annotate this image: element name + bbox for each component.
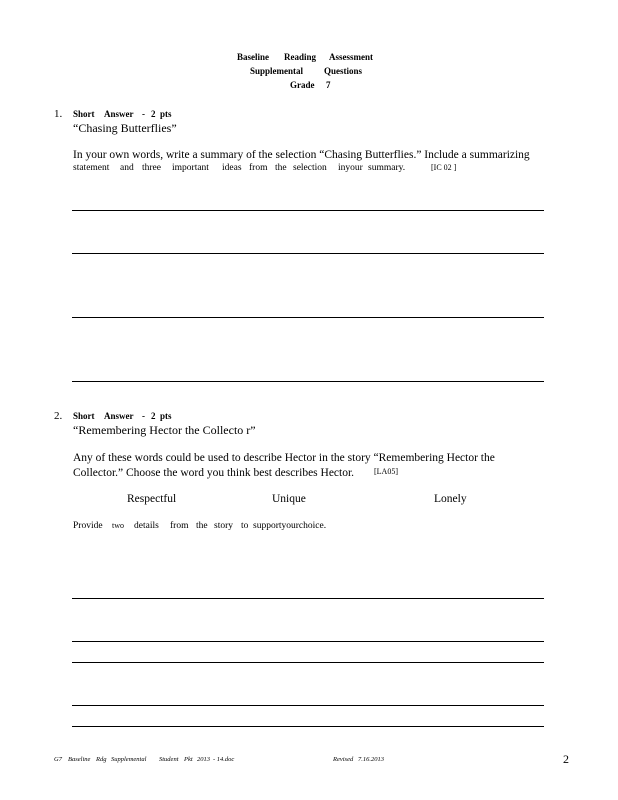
q2-type-answer: Answer [104,411,134,421]
q2-provide-word: story [214,521,233,531]
header-grade: Grade [290,80,315,90]
q2-answer-line[interactable] [72,726,544,727]
choice-lonely[interactable]: Lonely [434,493,467,505]
header-grade-number: 7 [326,80,331,90]
q1-prompt-word: inyour [338,163,363,173]
choice-respectful[interactable]: Respectful [127,493,177,505]
q1-answer-line[interactable] [72,381,544,382]
header-supplemental: Supplemental [250,66,304,76]
q1-prompt-word: from [249,163,268,173]
choice-unique[interactable]: Unique [272,493,306,505]
footer-file-word: - 14.doc [213,756,235,763]
q1-type-answer: Answer [104,109,134,119]
q2-provide-word: two [112,521,124,530]
q1-prompt-word: ideas [222,163,242,173]
q2-answer-line[interactable] [72,641,544,642]
q2-provide-word: supportyourchoice. [253,521,327,531]
footer-file-word: Rdg [96,756,107,763]
q1-type-dash: - [142,109,145,119]
footer-file-word: Baseline [68,756,91,763]
q2-type-dash: - [142,411,145,421]
q1-points: 2 [151,109,156,119]
q2-answer-line[interactable] [72,598,544,599]
q1-type-short: Short [73,109,95,119]
header-baseline: Baseline [237,52,270,62]
q2-pts: pts [160,411,172,421]
q1-prompt-word: three [142,163,161,173]
q1-answer-line[interactable] [72,253,544,254]
q1-pts: pts [160,109,172,119]
q1-prompt-line1: In your own words, write a summary of the selection “Chasing Butterflies.” Include a summarizing [73,149,530,161]
q1-prompt-word: and [120,163,134,173]
q1-prompt-word: selection [293,163,327,173]
q1-prompt-word: summary. [368,163,406,173]
q1-prompt-word: the [275,163,287,173]
q2-provide-word: from [170,521,189,531]
header-questions: Questions [324,66,363,76]
q1-number: 1. [54,108,63,120]
footer-file-word: 2013 [197,756,210,763]
q2-answer-line[interactable] [72,705,544,706]
q2-points: 2 [151,411,156,421]
q1-prompt-word: important [172,163,209,173]
header-reading: Reading [284,52,317,62]
q1-answer-line[interactable] [72,317,544,318]
q2-standard-code: [LA05] [374,467,398,476]
q2-prompt-line2: Collector.” Choose the word you think best describes Hector. [73,467,355,479]
footer-file-word: Supplemental [111,756,147,763]
q2-number: 2. [54,410,63,422]
q1-prompt-word: statement [73,163,110,173]
q2-provide-word: details [134,521,159,531]
footer-file-word: Pkt [184,756,193,763]
footer-file-word: Student [159,756,179,763]
q2-provide-word: the [196,521,208,531]
q2-provide-word: Provide [73,521,103,531]
page-number: 2 [563,752,569,766]
q2-prompt-line1: Any of these words could be used to describe Hector in the story “Remembering Hector the [73,452,495,464]
q2-answer-line[interactable] [72,662,544,663]
q2-provide-word: to [241,521,249,531]
q1-answer-line[interactable] [72,210,544,211]
footer-revised-label: Revised [333,756,354,763]
q2-title: “Remembering Hector the Collecto r” [73,423,256,437]
q1-standard-code: [IC 02 ] [431,163,457,172]
header-assessment: Assessment [329,52,373,62]
q2-type-short: Short [73,411,95,421]
footer-revised-date: 7.16.2013 [358,756,384,763]
footer-file-word: G7 [54,756,62,763]
q1-title: “Chasing Butterflies” [73,121,177,135]
